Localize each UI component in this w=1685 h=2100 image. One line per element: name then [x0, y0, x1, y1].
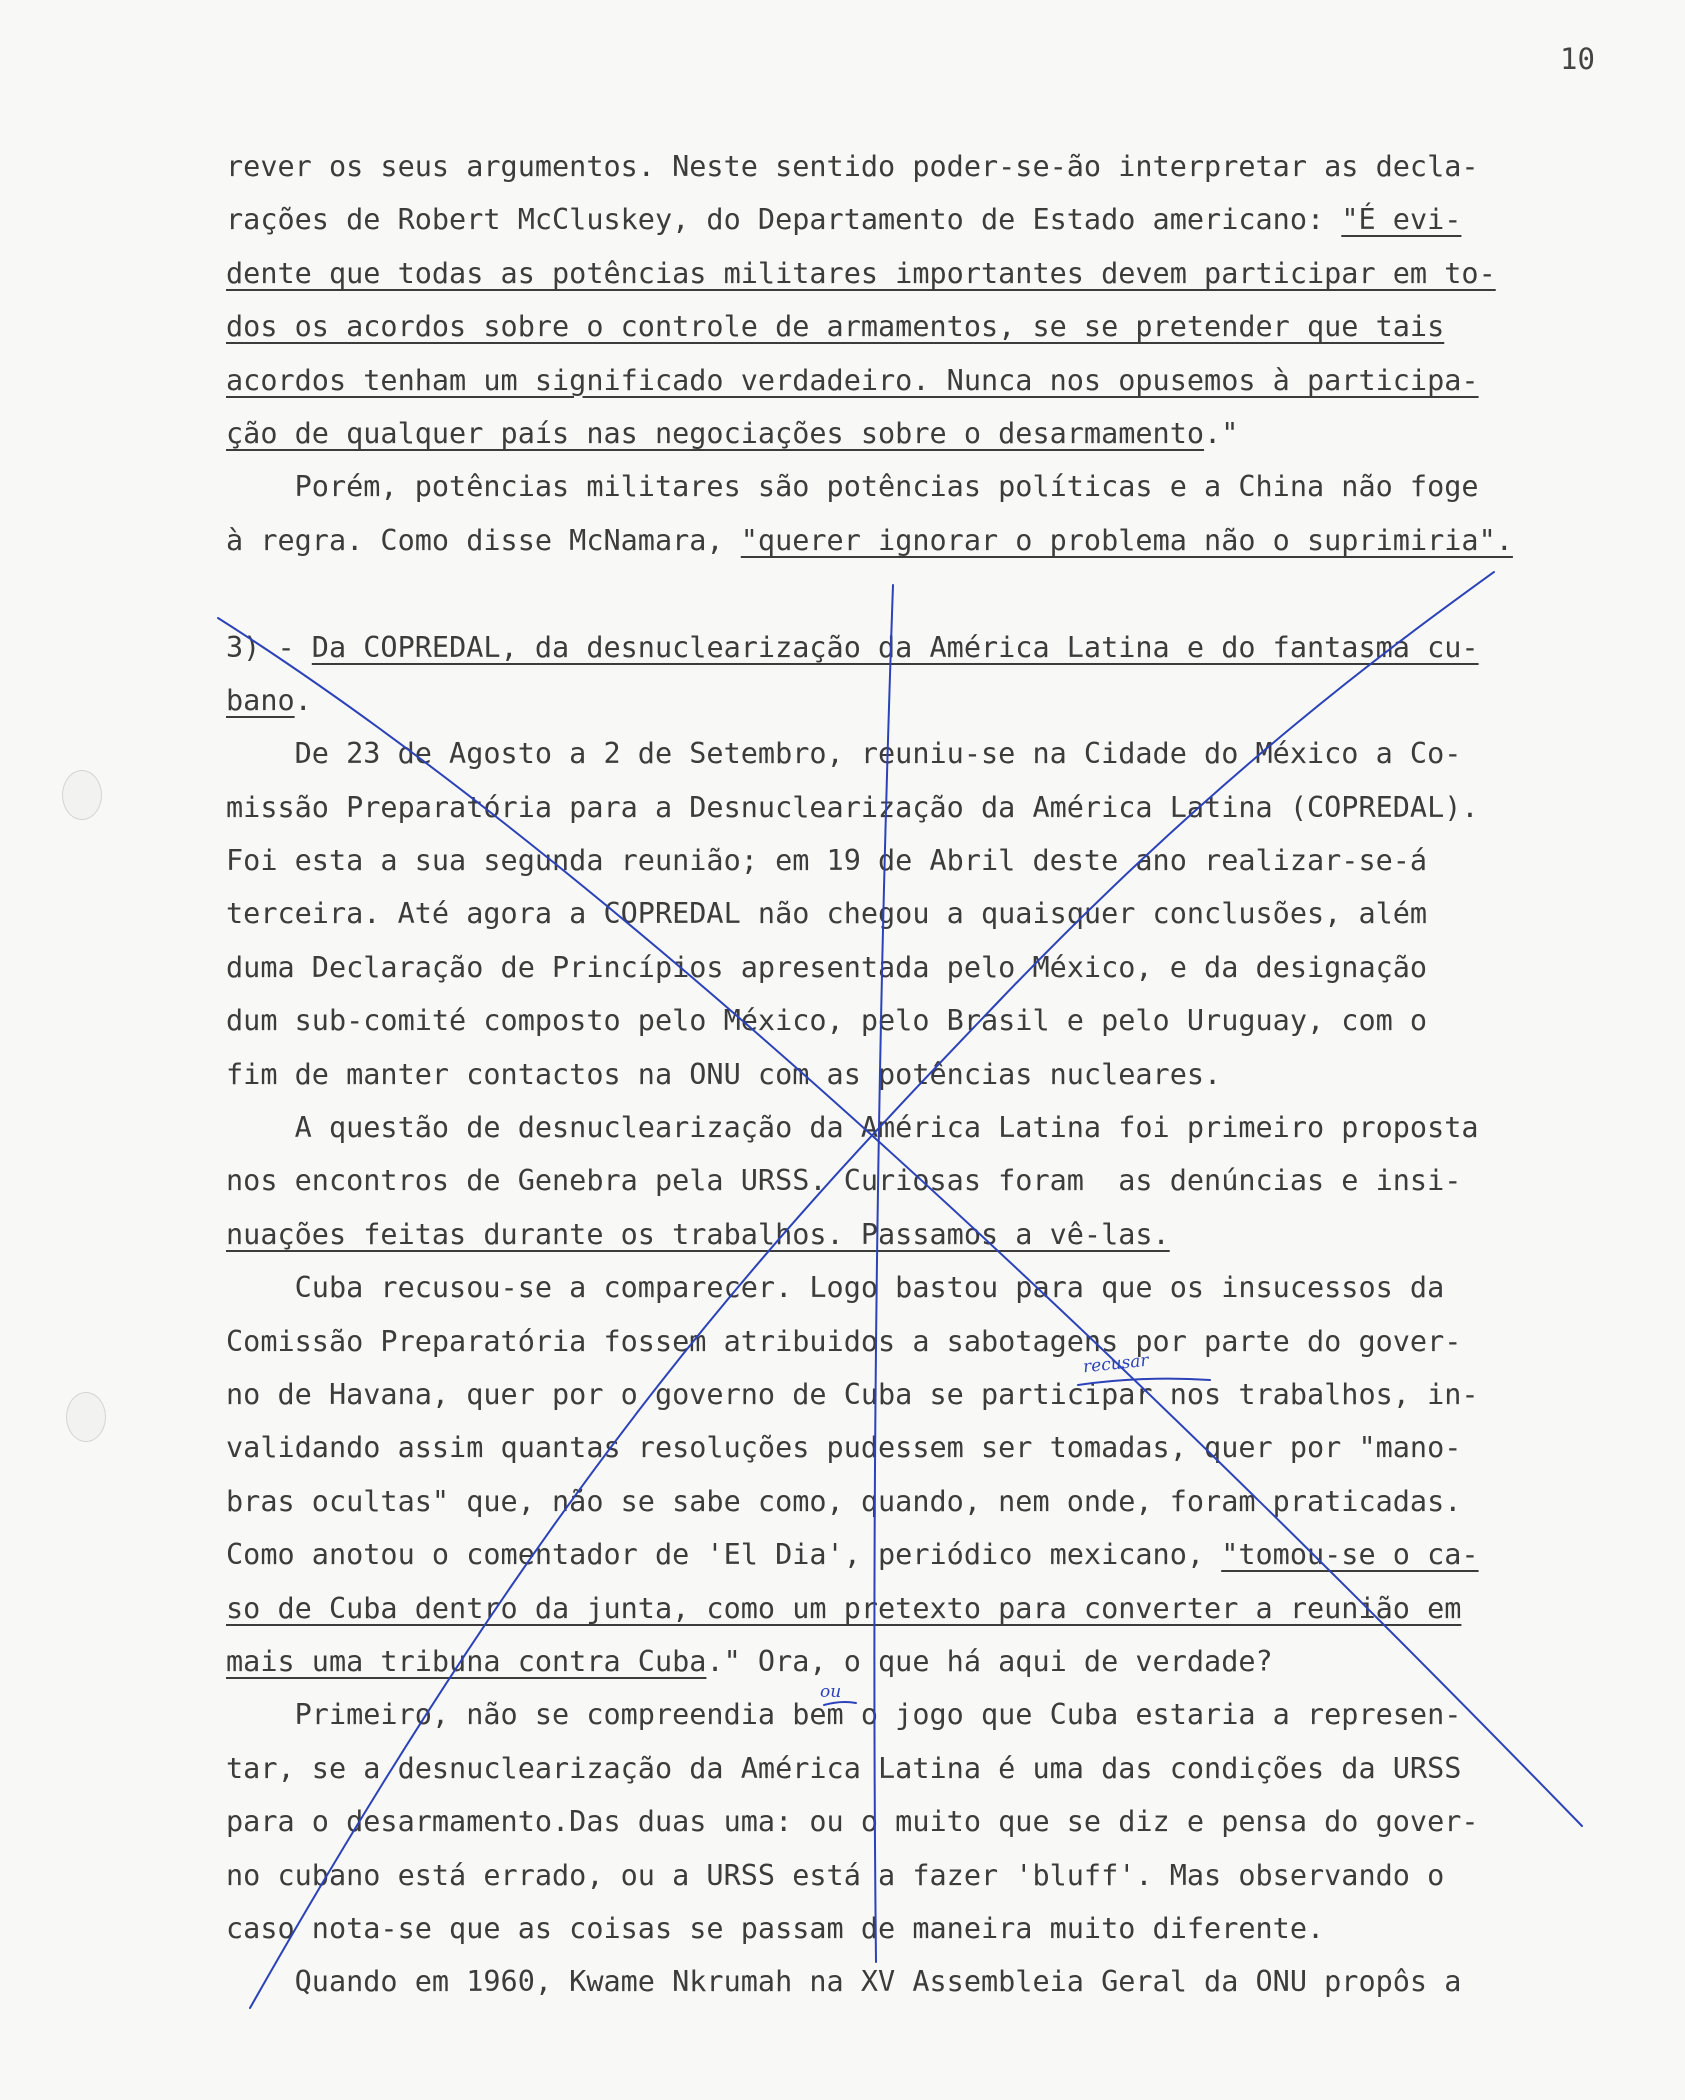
text-line [226, 834, 1666, 887]
text-line [226, 1528, 1666, 1581]
underlined-text: ção de qualquer país nas negociações sobre o desarmamento [226, 416, 1205, 450]
text-line [226, 674, 1666, 727]
text-segment: rever os seus argumentos. Neste sentido poder-se-ão interpretar as decla- [226, 150, 1479, 183]
text-segment: fim de manter contactos na ONU com as potências nucleares. [226, 1057, 1222, 1091]
text-segment: A questão de desnuclearização da América Latina foi primeiro proposta [226, 1111, 1479, 1145]
text-segment: 3) - [226, 630, 312, 664]
underlined-text: "É evi- [1341, 203, 1462, 237]
text-segment: caso nota-se que as coisas se passam de maneira muito diferente. [226, 1911, 1325, 1945]
text-line [226, 621, 1666, 674]
text-line [226, 1742, 1666, 1795]
text-segment: De 23 de Agosto a 2 de Setembro, reuniu-se na Cidade do México a Co- [226, 737, 1462, 771]
text-segment: Primeiro, não se compreendia bem o jogo que Cuba estaria a represen- [226, 1698, 1462, 1732]
text-segment: validando assim quantas resoluções pudessem ser tomadas, quer por "mano- [226, 1431, 1462, 1465]
text-segment: dum sub-comité composto pelo México, pelo Brasil e pelo Uruguay, com o [226, 1004, 1428, 1038]
underlined-text: nuações feitas durante os trabalhos. Passamos a vê-las. [226, 1217, 1170, 1251]
underlined-text: "querer ignorar o problema não o suprimiria". [740, 523, 1513, 557]
text-line [226, 300, 1666, 353]
text-line [226, 1154, 1666, 1207]
text-segment: Quando em 1960, Kwame Nkrumah na XV Assembleia Geral da ONU propôs a [226, 1965, 1462, 1999]
text-segment: para o desarmamento.Das duas uma: ou o muito que se diz e pensa do gover- [226, 1805, 1479, 1839]
page-number: 10 [1560, 42, 1595, 76]
text-segment: no cubano está errado, ou a URSS está a fazer 'bluff'. Mas observando o [226, 1858, 1445, 1892]
text-line [226, 1688, 1666, 1741]
text-line [226, 514, 1666, 567]
text-segment: nos encontros de Genebra pela URSS. Curiosas foram as denúncias e insi- [226, 1164, 1462, 1198]
text-line [226, 727, 1666, 780]
punch-hole-bottom [66, 1392, 106, 1442]
underlined-text: acordos tenham um significado verdadeiro. Nunca nos opusemos à participa- [226, 363, 1479, 397]
text-line [226, 1795, 1666, 1848]
text-line [226, 1955, 1666, 2008]
text-line [226, 1315, 1666, 1368]
underlined-text: so de Cuba dentro da junta, como um pretexto para converter a reunião em [226, 1591, 1462, 1625]
punch-hole-top [62, 770, 102, 820]
text-line [226, 1261, 1666, 1314]
text-line [226, 941, 1666, 994]
text-line [226, 407, 1666, 460]
text-line [226, 1421, 1666, 1474]
text-segment: ." [1204, 416, 1239, 450]
text-line [226, 193, 1666, 246]
text-line [226, 781, 1666, 834]
text-line [226, 1849, 1666, 1902]
text-line [226, 247, 1666, 300]
text-line [226, 1902, 1666, 1955]
text-segment: Porém, potências militares são potências políticas e a China não foge [226, 470, 1479, 504]
text-segment: . [294, 683, 312, 717]
text-segment: missão Preparatória para a Desnuclearização da América Latina (COPREDAL). [226, 790, 1479, 824]
underlined-text: Da COPREDAL, da desnuclearização da América Latina e do fantasma cu- [311, 630, 1479, 664]
text-line [226, 1475, 1666, 1528]
underlined-text: dos os acordos sobre o controle de armamentos, se se pretender que tais [226, 310, 1445, 344]
text-line [226, 1208, 1666, 1261]
text-segment: Como anotou o comentador de 'El Dia', periódico mexicano, [226, 1538, 1222, 1572]
text-segment: terceira. Até agora a COPREDAL não chegou a quaisquer conclusões, além [226, 897, 1428, 931]
text-line [226, 1582, 1666, 1635]
underlined-text: bano [226, 683, 295, 717]
handwritten-note-recusar: recusar [1082, 1350, 1150, 1378]
text-line [226, 1635, 1666, 1688]
text-line [226, 1368, 1666, 1421]
underlined-text: "tomou-se o ca- [1221, 1538, 1479, 1572]
text-line [226, 460, 1666, 513]
text-segment: rações de Robert McCluskey, do Departamento de Estado americano: [226, 203, 1342, 237]
handwritten-note-ou: ou [820, 1682, 842, 1702]
typed-body-text [226, 140, 1666, 2009]
text-segment: duma Declaração de Princípios apresentada pelo México, e da designação [226, 950, 1428, 984]
text-line [226, 1101, 1666, 1154]
text-segment: bras ocultas" que, não se sabe como, quando, nem onde, foram praticadas. [226, 1484, 1462, 1518]
text-line [226, 1048, 1666, 1101]
text-segment: no de Havana, quer por o governo de Cuba se participar nos trabalhos, in- [226, 1377, 1479, 1411]
text-segment: Foi esta a sua segunda reunião; em 19 de Abril deste ano realizar-se-á [226, 844, 1428, 878]
text-line [226, 994, 1666, 1047]
text-segment: tar, se a desnuclearização da América Latina é uma das condições da URSS [226, 1751, 1462, 1785]
text-segment: Comissão Preparatória fossem atribuidos a sabotagens por parte do gover- [226, 1324, 1462, 1358]
underlined-text: dente que todas as potências militares importantes devem participar em to- [226, 256, 1496, 290]
text-segment: ." Ora, o que há aqui de verdade? [706, 1644, 1273, 1678]
text-segment: Cuba recusou-se a comparecer. Logo bastou para que os insucessos da [226, 1271, 1445, 1305]
text-line [226, 887, 1666, 940]
text-segment: à regra. Como disse McNamara, [226, 523, 741, 557]
text-line [226, 354, 1666, 407]
blank-line [226, 567, 1666, 620]
underlined-text: mais uma tribuna contra Cuba [226, 1644, 707, 1678]
text-line [226, 140, 1666, 193]
